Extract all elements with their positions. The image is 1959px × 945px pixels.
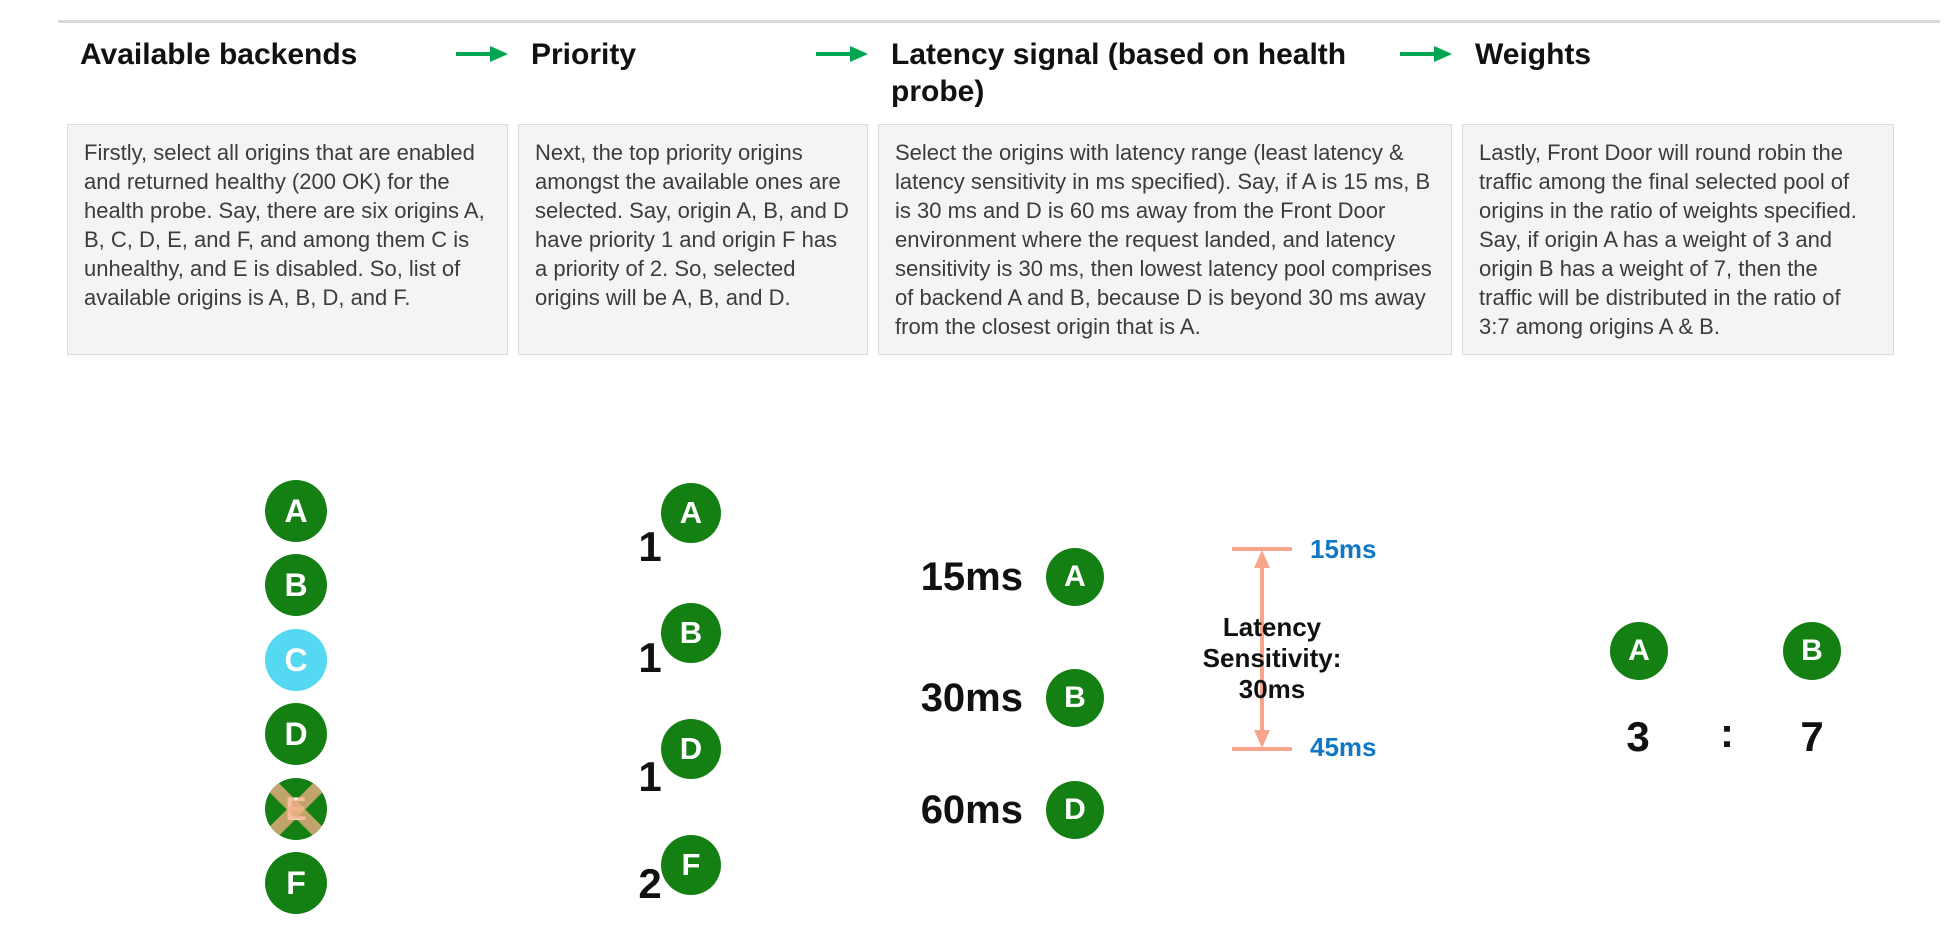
origin-b-weight xyxy=(1783,622,1841,680)
origin-label: B xyxy=(1801,634,1823,667)
latency-sensitivity-caption-line1: Latency Sensitivity: xyxy=(1202,612,1342,673)
origin-label: B xyxy=(679,615,703,650)
origin-a-available xyxy=(265,480,327,542)
column-title: Available backends xyxy=(80,38,358,71)
origin-label: D xyxy=(1064,793,1086,826)
weight-value-b: 7 xyxy=(1800,713,1824,760)
origin-f-priority xyxy=(661,835,721,895)
description-weights: Lastly, Front Door will round robin the traffic among the final selected pool of origins in the ratio of weights specified. Say, if origin A has a weight of 3 and origin B has a weight of 7, then the traffic will be distributed in the ratio of 3:7 among origins A & B. xyxy=(1462,124,1894,355)
latency-value-b: 30ms xyxy=(920,676,1023,720)
origin-label: A xyxy=(284,492,308,529)
priority-value-f: 2 xyxy=(638,860,662,907)
origin-label: B xyxy=(284,566,308,603)
column-title: Priority xyxy=(531,38,637,71)
origin-e-disabled xyxy=(265,778,327,840)
origin-label: A xyxy=(1064,560,1086,593)
origin-b-available xyxy=(265,554,327,616)
description-available-backends: Firstly, select all origins that are enabled and returned healthy (200 OK) for the health probe. Say, there are six origins A, B, C, D, E, and F, and among them C is unhealthy, and E is disabled. So, list of available origins is A, B, D, and F. xyxy=(67,124,508,355)
origin-d-latency xyxy=(1046,781,1104,839)
latency-value-a: 15ms xyxy=(920,555,1023,599)
priority-value-b: 1 xyxy=(638,634,662,681)
origin-label: B xyxy=(1064,681,1086,714)
description-priority: Next, the top priority origins amongst the available ones are selected. Say, origin A, B, and D have priority 1 and origin F has a priority of 2. So, selected origins will be A, B, and D. xyxy=(518,124,868,355)
priority-value-a: 1 xyxy=(638,523,662,570)
origin-label: D xyxy=(679,731,703,766)
origin-d-available xyxy=(265,703,327,765)
latency-range-top-label: 15ms xyxy=(1310,534,1377,564)
latency-sensitivity-caption xyxy=(1158,612,1386,705)
origin-d-priority xyxy=(661,719,721,779)
origin-a-latency xyxy=(1046,548,1104,606)
description-latency-signal: Select the origins with latency range (least latency & latency sensitivity in ms specified). Say, if A is 15 ms, B is 30 ms and D is 60 ms away from the Front Door environment where the request landed, and latency sensitivity is 30 ms, then lowest latency pool comprises of backend A and B, because D is beyond 30 ms away from the closest origin that is A. xyxy=(878,124,1452,355)
priority-value-d: 1 xyxy=(638,753,662,800)
weight-ratio-separator: : xyxy=(1720,709,1734,756)
origin-label: F xyxy=(681,847,701,882)
origin-b-latency xyxy=(1046,669,1104,727)
weight-value-a: 3 xyxy=(1626,713,1650,760)
origin-c-unhealthy xyxy=(265,629,327,691)
column-title: Weights xyxy=(1475,38,1592,71)
origin-label: F xyxy=(286,864,306,901)
origin-f-available xyxy=(265,852,327,914)
origin-b-priority xyxy=(661,603,721,663)
origin-label: D xyxy=(284,715,308,752)
latency-range-bottom-label: 45ms xyxy=(1310,732,1377,762)
latency-value-d: 60ms xyxy=(920,788,1023,832)
origin-label: A xyxy=(1628,634,1650,667)
column-title: Latency signal (based on health probe) xyxy=(891,38,1347,108)
origin-a-priority xyxy=(661,483,721,543)
origin-a-weight xyxy=(1610,622,1668,680)
disabled-cross-icon xyxy=(265,778,327,840)
origin-label: A xyxy=(679,495,703,530)
origin-label: C xyxy=(284,641,308,678)
latency-sensitivity-caption-line2: 30ms xyxy=(1238,674,1306,704)
